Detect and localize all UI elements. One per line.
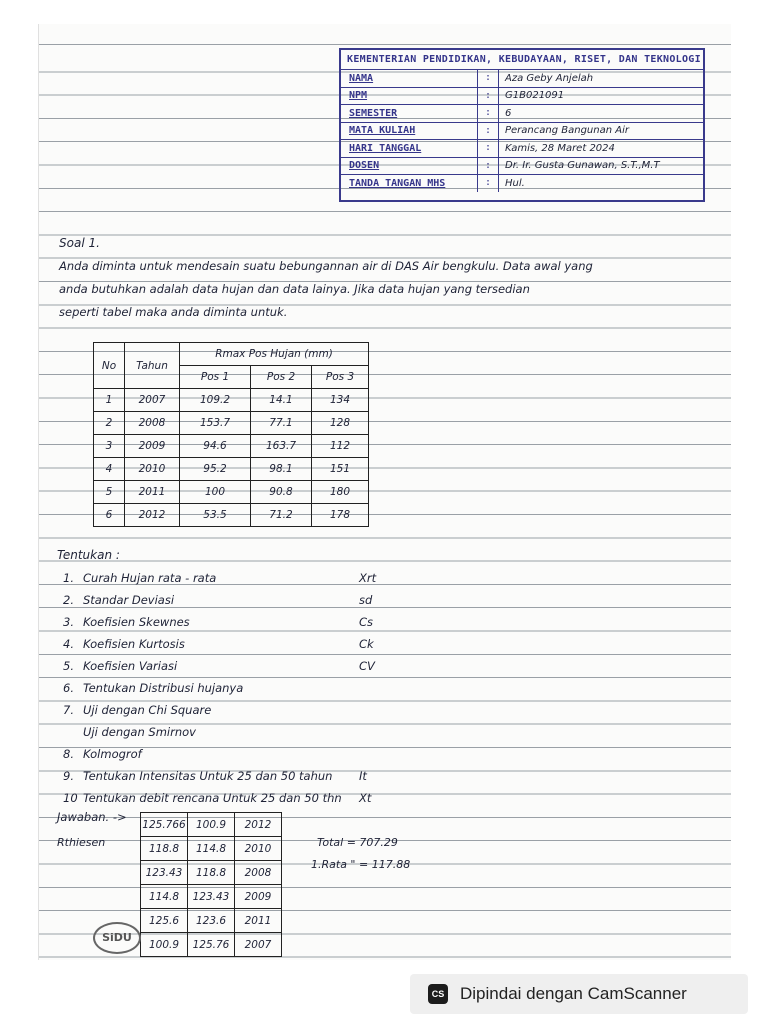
average-value: 1.Rata " = 117.88 xyxy=(311,858,411,871)
task-number: 6. xyxy=(63,681,74,695)
task-symbol: Xt xyxy=(359,791,372,805)
subheader-pos2: Pos 2 xyxy=(251,366,312,389)
table-row xyxy=(141,837,282,861)
table-cell: 123.43 xyxy=(188,885,235,909)
table-cell: 2008 xyxy=(235,861,282,885)
table-row xyxy=(94,389,369,412)
table-cell: 109.2 xyxy=(180,389,251,412)
task-symbol: sd xyxy=(359,593,373,607)
table-cell: 2007 xyxy=(125,389,180,412)
table-cell: 2012 xyxy=(125,504,180,527)
camscanner-logo-icon: CS xyxy=(428,984,448,1004)
stamp-row-hari-tanggal: HARI TANGGAL : Kamis, 28 Maret 2024 xyxy=(341,140,703,158)
table-cell: 1 xyxy=(94,389,125,412)
stamp-title: KEMENTERIAN PENDIDIKAN, KEBUDAYAAN, RISET, DAN TEKNOLOGI xyxy=(341,50,703,70)
method-label: Rthiesen xyxy=(57,836,106,849)
task-item xyxy=(63,791,372,805)
sidu-logo-icon: SiDU xyxy=(93,922,141,954)
table-row xyxy=(94,504,369,527)
table-row xyxy=(141,909,282,933)
subheader-pos3: Pos 3 xyxy=(312,366,369,389)
task-text: Uji dengan Smirnov xyxy=(83,725,196,739)
table-cell: 4 xyxy=(94,458,125,481)
header-no: No xyxy=(94,343,125,389)
table-row xyxy=(141,885,282,909)
task-item xyxy=(63,769,367,783)
task-item xyxy=(63,703,211,717)
stamp-value: Perancang Bangunan Air xyxy=(505,125,629,137)
task-symbol: Xrt xyxy=(359,571,377,585)
task-symbol: Ck xyxy=(359,637,374,651)
task-number: 2. xyxy=(63,593,74,607)
table-row xyxy=(94,412,369,435)
question-line: Anda diminta untuk mendesain suatu bebungannan air di DAS Air bengkulu. Data awal yang xyxy=(59,259,593,273)
table-row xyxy=(141,933,282,957)
task-text: Uji dengan Chi Square xyxy=(83,703,212,717)
table-cell: 5 xyxy=(94,481,125,504)
stamp-key: HARI TANGGAL xyxy=(349,142,422,154)
stamp-key: NAMA xyxy=(349,72,374,84)
task-number: 1. xyxy=(63,571,74,585)
tasks-title: Tentukan : xyxy=(57,548,120,562)
table-cell: 6 xyxy=(94,504,125,527)
table-cell: 180 xyxy=(312,481,369,504)
table-cell: 2011 xyxy=(235,909,282,933)
table-cell: 2007 xyxy=(235,933,282,957)
table-cell: 118.8 xyxy=(141,837,188,861)
stamp-key: MATA KULIAH xyxy=(349,125,416,137)
table-cell: 125.766 xyxy=(141,813,188,837)
stamp-row-npm: NPM : G1B021091 xyxy=(341,88,703,106)
table-cell: 2011 xyxy=(125,481,180,504)
table-row xyxy=(141,813,282,837)
identity-stamp xyxy=(339,48,705,202)
camscanner-watermark xyxy=(410,974,748,1014)
table-cell: 95.2 xyxy=(180,458,251,481)
table-cell: 153.7 xyxy=(180,412,251,435)
task-number: 10 xyxy=(63,791,78,805)
task-item xyxy=(63,571,377,585)
table-cell: 125.76 xyxy=(188,933,235,957)
signature: Hul. xyxy=(505,177,525,189)
table-cell: 98.1 xyxy=(251,458,312,481)
table-row xyxy=(94,481,369,504)
stamp-key: SEMESTER xyxy=(349,107,398,119)
subheader-pos1: Pos 1 xyxy=(180,366,251,389)
task-number: 3. xyxy=(63,615,74,629)
notebook-page xyxy=(38,24,731,960)
stamp-value: G1B021091 xyxy=(505,90,565,102)
stamp-key: TANDA TANGAN MHS xyxy=(349,177,446,189)
total-value: Total = 707.29 xyxy=(317,836,398,849)
table-row xyxy=(141,861,282,885)
table-cell: 123.6 xyxy=(188,909,235,933)
camscanner-label: Dipindai dengan CamScanner xyxy=(460,984,687,1003)
stamp-row-tanda-tangan: TANDA TANGAN MHS : Hul. xyxy=(341,175,703,192)
task-text: Tentukan debit rencana Untuk 25 dan 50 thn xyxy=(83,791,342,805)
table-cell: 163.7 xyxy=(251,435,312,458)
table-cell: 123.43 xyxy=(141,861,188,885)
task-number: 9. xyxy=(63,769,74,783)
task-text: Standar Deviasi xyxy=(83,593,175,607)
table-cell: 14.1 xyxy=(251,389,312,412)
task-number: 8. xyxy=(63,747,74,761)
table-row xyxy=(94,435,369,458)
stamp-value: Aza Geby Anjelah xyxy=(505,72,594,84)
table-cell: 2 xyxy=(94,412,125,435)
table-cell: 90.8 xyxy=(251,481,312,504)
stamp-row-dosen: DOSEN : Dr. Ir. Gusta Gunawan, S.T.,M.T xyxy=(341,158,703,176)
task-number: 7. xyxy=(63,703,74,717)
table-cell: 2010 xyxy=(125,458,180,481)
task-symbol: CV xyxy=(359,659,375,673)
table-cell: 151 xyxy=(312,458,369,481)
table-cell: 2009 xyxy=(125,435,180,458)
task-item xyxy=(63,659,375,673)
task-number: 5. xyxy=(63,659,74,673)
task-text: Tentukan Distribusi hujanya xyxy=(83,681,244,695)
task-item xyxy=(63,637,374,651)
task-item xyxy=(63,725,196,739)
task-text: Koefisien Skewnes xyxy=(83,615,190,629)
stamp-value: Dr. Ir. Gusta Gunawan, S.T.,M.T xyxy=(505,160,660,172)
table-cell: 2012 xyxy=(235,813,282,837)
table-cell: 71.2 xyxy=(251,504,312,527)
answer-label: Jawaban. -> xyxy=(57,810,127,824)
table-cell: 2009 xyxy=(235,885,282,909)
task-text: Kolmogrof xyxy=(83,747,142,761)
table-cell: 3 xyxy=(94,435,125,458)
task-text: Tentukan Intensitas Untuk 25 dan 50 tahun xyxy=(83,769,333,783)
table-cell: 53.5 xyxy=(180,504,251,527)
table-cell: 118.8 xyxy=(188,861,235,885)
answer-table xyxy=(140,812,282,957)
table-cell: 134 xyxy=(312,389,369,412)
rainfall-table xyxy=(93,342,369,527)
stamp-row-semester: SEMESTER : 6 xyxy=(341,105,703,123)
task-text: Curah Hujan rata - rata xyxy=(83,571,217,585)
table-cell: 100 xyxy=(180,481,251,504)
stamp-value: 6 xyxy=(505,107,512,119)
task-item xyxy=(63,681,243,695)
stamp-row-nama: NAMA : Aza Geby Anjelah xyxy=(341,70,703,88)
table-cell: 114.8 xyxy=(188,837,235,861)
table-cell: 114.8 xyxy=(141,885,188,909)
stamp-value: Kamis, 28 Maret 2024 xyxy=(505,142,615,154)
question-line: seperti tabel maka anda diminta untuk. xyxy=(59,305,288,319)
task-text: Koefisien Variasi xyxy=(83,659,178,673)
task-item xyxy=(63,593,373,607)
table-cell: 112 xyxy=(312,435,369,458)
header-tahun: Tahun xyxy=(125,343,180,389)
table-cell: 2010 xyxy=(235,837,282,861)
table-cell: 128 xyxy=(312,412,369,435)
table-row xyxy=(94,458,369,481)
table-cell: 100.9 xyxy=(141,933,188,957)
table-cell: 77.1 xyxy=(251,412,312,435)
table-cell: 2008 xyxy=(125,412,180,435)
task-number: 4. xyxy=(63,637,74,651)
task-item xyxy=(63,615,374,629)
task-item xyxy=(63,747,142,761)
stamp-key: DOSEN xyxy=(349,160,380,172)
table-cell: 178 xyxy=(312,504,369,527)
question-label: Soal 1. xyxy=(59,236,100,250)
task-text: Koefisien Kurtosis xyxy=(83,637,185,651)
question-line: anda butuhkan adalah data hujan dan data lainya. Jika data hujan yang tersedian xyxy=(59,282,530,296)
stamp-row-mata-kuliah: MATA KULIAH : Perancang Bangunan Air xyxy=(341,123,703,141)
table-cell: 94.6 xyxy=(180,435,251,458)
task-symbol: It xyxy=(359,769,367,783)
table-cell: 100.9 xyxy=(188,813,235,837)
table-cell: 125.6 xyxy=(141,909,188,933)
task-symbol: Cs xyxy=(359,615,374,629)
header-rmax: Rmax Pos Hujan (mm) xyxy=(180,343,369,366)
stamp-key: NPM xyxy=(349,90,368,102)
table-header-row xyxy=(94,343,369,366)
